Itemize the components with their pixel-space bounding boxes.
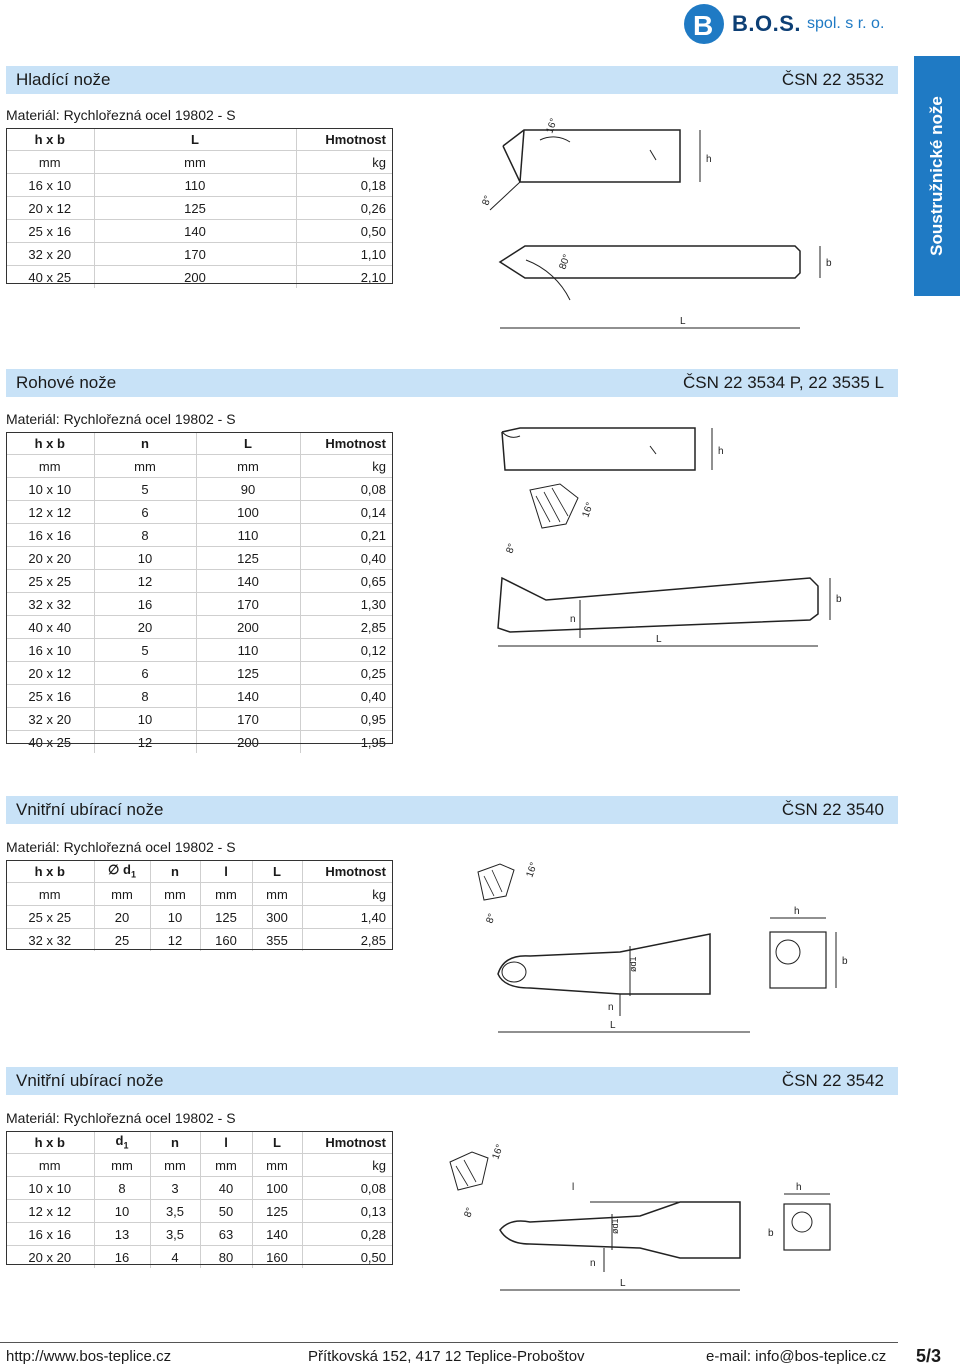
dim-b-label: b bbox=[826, 258, 832, 269]
table-cell: 170 bbox=[196, 593, 300, 616]
table-cell: 125 bbox=[196, 547, 300, 570]
col-header: Hmotnost bbox=[300, 432, 392, 455]
col-header: h x b bbox=[34, 863, 65, 879]
table-cell: 200 bbox=[94, 266, 296, 289]
table-cell: 200 bbox=[196, 616, 300, 639]
table-cell: 16 bbox=[94, 593, 196, 616]
drawing-vnitrni-3542 bbox=[440, 1118, 840, 1298]
table-row bbox=[6, 639, 392, 662]
angle-8-label: 8° bbox=[462, 1206, 477, 1220]
table-cell: 0,95 bbox=[300, 708, 392, 731]
col-header: Hmotnost bbox=[296, 128, 392, 151]
table-cell: 0,25 bbox=[300, 662, 392, 685]
table-cell: 160 bbox=[252, 1246, 302, 1269]
tool-chip-groove bbox=[502, 432, 520, 437]
table-cell: 0,26 bbox=[296, 197, 392, 220]
dim-L-label: L bbox=[680, 316, 686, 327]
dim-L-label: L bbox=[620, 1278, 626, 1289]
table-cell: 12 bbox=[94, 731, 196, 754]
unit-cell: kg bbox=[300, 455, 392, 478]
angle-16-label: 16° bbox=[490, 1143, 506, 1162]
dim-h-label: h bbox=[718, 446, 724, 457]
table-row bbox=[6, 616, 392, 639]
table-cell: 16 x 10 bbox=[6, 174, 94, 197]
table-row bbox=[6, 1223, 392, 1246]
table-cell: 40 x 40 bbox=[6, 616, 94, 639]
table-cell: 0,14 bbox=[300, 501, 392, 524]
page-number: 5/3 bbox=[916, 1346, 942, 1366]
table-cell: 32 x 32 bbox=[6, 593, 94, 616]
table-cell: 32 x 20 bbox=[6, 243, 94, 266]
table-cell: 1,10 bbox=[296, 243, 392, 266]
unit-cell: mm bbox=[6, 151, 94, 174]
table-cell: 125 bbox=[252, 1200, 302, 1223]
section-detail bbox=[450, 1152, 488, 1190]
table-cell: 2,85 bbox=[302, 929, 392, 952]
spec-table-rohove bbox=[6, 432, 392, 753]
table-cell: 0,50 bbox=[302, 1246, 392, 1269]
table-cell: 32 x 20 bbox=[6, 708, 94, 731]
table-row bbox=[6, 174, 392, 197]
table-cell: 0,28 bbox=[302, 1223, 392, 1246]
table-cell: 0,21 bbox=[300, 524, 392, 547]
spec-table-hladici bbox=[6, 128, 392, 288]
table-cell: 10 bbox=[94, 708, 196, 731]
table-cell: 20 x 20 bbox=[6, 547, 94, 570]
unit-cell: mm bbox=[94, 883, 150, 906]
angle-ref-line bbox=[490, 182, 520, 210]
unit-cell: mm bbox=[94, 1154, 150, 1177]
section-standard: ČSN 22 3540 bbox=[781, 800, 884, 819]
angle-16-label: 16° bbox=[524, 861, 540, 880]
table-cell: 140 bbox=[196, 685, 300, 708]
col-header: l bbox=[200, 860, 252, 883]
col-header: Hmotnost bbox=[302, 1131, 392, 1154]
col-header: h x b bbox=[34, 435, 65, 451]
table-cell: 12 x 12 bbox=[6, 1200, 94, 1223]
table-cell: 10 bbox=[94, 547, 196, 570]
table-cell: 16 x 16 bbox=[6, 1223, 94, 1246]
angle-16-label: 16° bbox=[580, 501, 596, 520]
hatch-line bbox=[544, 492, 560, 522]
table-cell: 300 bbox=[252, 906, 302, 929]
dim-d1-label: ød1 bbox=[610, 1218, 620, 1234]
logo-mark-icon bbox=[684, 4, 724, 44]
table-cell: 20 bbox=[94, 906, 150, 929]
table-cell: 3,5 bbox=[150, 1223, 200, 1246]
col-header: n bbox=[150, 1131, 200, 1154]
unit-cell: mm bbox=[150, 883, 200, 906]
unit-cell: mm bbox=[196, 455, 300, 478]
table-row bbox=[6, 197, 392, 220]
angle-8-label: 8° bbox=[480, 194, 495, 208]
table-cell: 0,08 bbox=[302, 1177, 392, 1200]
table-cell: 10 x 10 bbox=[6, 478, 94, 501]
table-cell: 0,40 bbox=[300, 547, 392, 570]
table-row bbox=[6, 685, 392, 708]
table-cell: 20 bbox=[94, 616, 196, 639]
table-cell: 100 bbox=[252, 1177, 302, 1200]
table-cell: 5 bbox=[94, 639, 196, 662]
table-cell: 1,95 bbox=[300, 731, 392, 754]
table-row bbox=[6, 547, 392, 570]
table-cell: 8 bbox=[94, 1177, 150, 1200]
table-cell: 3 bbox=[150, 1177, 200, 1200]
unit-cell: mm bbox=[200, 883, 252, 906]
drawing-vnitrni-3540 bbox=[470, 846, 850, 1036]
table-cell: 1,40 bbox=[302, 906, 392, 929]
angle-16-label: 16° bbox=[544, 117, 560, 136]
table-cell: 5 bbox=[94, 478, 196, 501]
table-cell: 3,5 bbox=[150, 1200, 200, 1223]
break-mark bbox=[650, 150, 656, 160]
dim-h-label: h bbox=[706, 154, 712, 165]
unit-cell: mm bbox=[200, 1154, 252, 1177]
table-cell: 40 x 25 bbox=[6, 266, 94, 289]
table-cell: 20 x 20 bbox=[6, 1246, 94, 1269]
category-label: Soustružnické nože bbox=[927, 96, 946, 256]
table-cell: 80 bbox=[200, 1246, 252, 1269]
col-header: Hmotnost bbox=[302, 860, 392, 883]
table-cell: 6 bbox=[94, 501, 196, 524]
material-note: Materiál: Rychlořezná ocel 19802 - S bbox=[6, 411, 236, 427]
table-row bbox=[6, 524, 392, 547]
section-detail bbox=[530, 484, 578, 528]
table-row bbox=[6, 243, 392, 266]
table-row bbox=[6, 662, 392, 685]
tool-top-outline bbox=[498, 578, 818, 632]
section-detail bbox=[478, 864, 514, 900]
table-cell: 10 bbox=[94, 1200, 150, 1223]
table-cell: 25 x 16 bbox=[6, 220, 94, 243]
angle-arc bbox=[540, 137, 570, 142]
table-cell: 8 bbox=[94, 685, 196, 708]
col-header: l bbox=[200, 1131, 252, 1154]
drawing-hladici bbox=[470, 110, 850, 340]
dim-d1-label: ød1 bbox=[628, 956, 638, 972]
table-row bbox=[6, 731, 392, 754]
table-cell: 12 x 12 bbox=[6, 501, 94, 524]
hatch-line bbox=[492, 870, 502, 892]
table-cell: 160 bbox=[200, 929, 252, 952]
dim-h-label: h bbox=[796, 1182, 802, 1193]
table-cell: 8 bbox=[94, 524, 196, 547]
section-title: Vnitřní ubírací nože bbox=[16, 1071, 164, 1090]
table-row bbox=[6, 570, 392, 593]
col-header-sub: 1 bbox=[130, 869, 136, 880]
material-note: Materiál: Rychlořezná ocel 19802 - S bbox=[6, 107, 236, 123]
unit-cell: mm bbox=[252, 883, 302, 906]
hatch-line bbox=[464, 1160, 476, 1182]
spec-table-vnitrni-3540 bbox=[6, 860, 392, 951]
col-header: L bbox=[196, 432, 300, 455]
section-standard: ČSN 22 3532 bbox=[781, 70, 884, 89]
table-cell: 12 bbox=[150, 929, 200, 952]
table-cell: 50 bbox=[200, 1200, 252, 1223]
table-cell: 170 bbox=[196, 708, 300, 731]
tool-side-outline bbox=[498, 934, 710, 994]
dim-n-label: n bbox=[608, 1002, 614, 1013]
table-cell: 90 bbox=[196, 478, 300, 501]
section-title: Vnitřní ubírací nože bbox=[16, 800, 164, 819]
col-header-d1 bbox=[94, 860, 150, 883]
dim-n-label: n bbox=[570, 614, 576, 625]
hatch-line bbox=[456, 1166, 468, 1186]
table-row bbox=[6, 1246, 392, 1269]
col-header-text: d bbox=[115, 1133, 124, 1149]
logo-letter: B bbox=[693, 10, 714, 41]
table-cell: 40 x 25 bbox=[6, 731, 94, 754]
tool-side-outline bbox=[500, 1202, 740, 1258]
table-cell: 110 bbox=[94, 174, 296, 197]
table-row bbox=[6, 220, 392, 243]
table-cell: 63 bbox=[200, 1223, 252, 1246]
table-cell: 2,10 bbox=[296, 266, 392, 289]
angle-80-label: 80° bbox=[557, 253, 573, 272]
footer-address: Přítkovská 152, 417 12 Teplice-Proboštov bbox=[308, 1348, 585, 1365]
section-standard: ČSN 22 3534 P, 22 3535 L bbox=[682, 373, 884, 392]
dim-n-label: n bbox=[590, 1258, 596, 1269]
table-cell: 13 bbox=[94, 1223, 150, 1246]
section-header-vnitrni-3542 bbox=[6, 1067, 898, 1095]
table-row bbox=[6, 593, 392, 616]
tool-side-outline bbox=[502, 428, 695, 470]
table-cell: 20 x 12 bbox=[6, 662, 94, 685]
col-header: n bbox=[94, 432, 196, 455]
table-cell: 110 bbox=[196, 639, 300, 662]
table-cell: 25 x 25 bbox=[6, 906, 94, 929]
footer-divider bbox=[0, 1342, 898, 1343]
table-row bbox=[6, 1177, 392, 1200]
col-header: L bbox=[252, 1131, 302, 1154]
company-name: B.O.S. bbox=[732, 11, 802, 36]
col-header: n bbox=[150, 860, 200, 883]
unit-cell: mm bbox=[94, 151, 296, 174]
section-header-rohove bbox=[6, 369, 898, 397]
table-row bbox=[6, 478, 392, 501]
unit-cell: kg bbox=[296, 151, 392, 174]
dim-b-label: b bbox=[836, 594, 842, 605]
unit-cell: mm bbox=[252, 1154, 302, 1177]
table-cell: 0,40 bbox=[300, 685, 392, 708]
section-header-hladici bbox=[6, 66, 898, 94]
category-side-tab bbox=[914, 56, 960, 296]
table-cell: 16 bbox=[94, 1246, 150, 1269]
material-note: Materiál: Rychlořezná ocel 19802 - S bbox=[6, 839, 236, 855]
end-view-square bbox=[784, 1204, 830, 1250]
col-header-sub: 1 bbox=[123, 1140, 129, 1151]
table-cell: 100 bbox=[196, 501, 300, 524]
unit-cell: kg bbox=[302, 1154, 392, 1177]
table-cell: 1,30 bbox=[300, 593, 392, 616]
table-row bbox=[6, 906, 392, 929]
table-cell: 10 bbox=[150, 906, 200, 929]
company-suffix: spol. s r. o. bbox=[807, 15, 885, 32]
unit-cell: mm bbox=[6, 1154, 94, 1177]
dim-b-label: b bbox=[842, 956, 848, 967]
table-cell: 16 x 16 bbox=[6, 524, 94, 547]
dim-l-label: l bbox=[572, 1182, 575, 1193]
table-cell: 25 bbox=[94, 929, 150, 952]
dim-L-label: L bbox=[656, 634, 662, 645]
table-cell: 0,50 bbox=[296, 220, 392, 243]
table-cell: 140 bbox=[196, 570, 300, 593]
break-mark bbox=[650, 446, 656, 454]
table-cell: 32 x 32 bbox=[6, 929, 94, 952]
section-title: Rohové nože bbox=[16, 373, 117, 392]
col-header: h x b bbox=[34, 131, 65, 147]
col-header: L bbox=[94, 128, 296, 151]
table-cell: 40 bbox=[200, 1177, 252, 1200]
table-cell: 25 x 25 bbox=[6, 570, 94, 593]
table-cell: 4 bbox=[150, 1246, 200, 1269]
col-header: L bbox=[252, 860, 302, 883]
table-cell: 110 bbox=[196, 524, 300, 547]
angle-8-label: 8° bbox=[504, 542, 519, 556]
table-row bbox=[6, 266, 392, 289]
drawing-rohove bbox=[480, 418, 860, 658]
table-cell: 140 bbox=[252, 1223, 302, 1246]
material-note: Materiál: Rychlořezná ocel 19802 - S bbox=[6, 1110, 236, 1126]
section-standard: ČSN 22 3542 bbox=[781, 1071, 884, 1090]
hatch-line bbox=[484, 876, 494, 896]
table-cell: 125 bbox=[196, 662, 300, 685]
table-cell: 0,08 bbox=[300, 478, 392, 501]
unit-cell: mm bbox=[150, 1154, 200, 1177]
end-view-circle bbox=[792, 1212, 812, 1232]
table-cell: 355 bbox=[252, 929, 302, 952]
table-cell: 140 bbox=[94, 220, 296, 243]
angle-8-label: 8° bbox=[484, 912, 499, 926]
table-cell: 200 bbox=[196, 731, 300, 754]
cutting-edge-line bbox=[520, 130, 524, 182]
table-cell: 0,18 bbox=[296, 174, 392, 197]
col-header-text: ∅ d bbox=[108, 862, 131, 878]
table-cell: 0,13 bbox=[302, 1200, 392, 1223]
table-row bbox=[6, 929, 392, 952]
table-cell: 25 x 16 bbox=[6, 685, 94, 708]
table-cell: 125 bbox=[94, 197, 296, 220]
footer-email[interactable]: e-mail: info@bos-teplice.cz bbox=[706, 1348, 887, 1365]
table-cell: 10 x 10 bbox=[6, 1177, 94, 1200]
table-cell: 0,12 bbox=[300, 639, 392, 662]
table-row bbox=[6, 501, 392, 524]
dim-h-label: h bbox=[794, 906, 800, 917]
tool-top-outline bbox=[500, 246, 800, 278]
unit-cell: mm bbox=[94, 455, 196, 478]
table-cell: 2,85 bbox=[300, 616, 392, 639]
table-cell: 125 bbox=[200, 906, 252, 929]
table-cell: 170 bbox=[94, 243, 296, 266]
unit-cell: mm bbox=[6, 883, 94, 906]
end-view-circle bbox=[776, 940, 800, 964]
col-header: h x b bbox=[34, 1134, 65, 1150]
section-header-vnitrni-3540 bbox=[6, 796, 898, 824]
table-cell: 20 x 12 bbox=[6, 197, 94, 220]
table-cell: 0,65 bbox=[300, 570, 392, 593]
table-row bbox=[6, 1200, 392, 1223]
table-cell: 6 bbox=[94, 662, 196, 685]
tool-tip bbox=[502, 962, 526, 982]
col-header-d1 bbox=[94, 1131, 150, 1154]
spec-table-vnitrni-3542 bbox=[6, 1131, 392, 1268]
footer-url[interactable]: http://www.bos-teplice.cz bbox=[6, 1348, 172, 1365]
unit-cell: kg bbox=[302, 883, 392, 906]
table-cell: 16 x 10 bbox=[6, 639, 94, 662]
unit-cell: mm bbox=[6, 455, 94, 478]
table-cell: 12 bbox=[94, 570, 196, 593]
section-title: Hladící nože bbox=[16, 70, 111, 89]
company-logo bbox=[684, 4, 884, 44]
dim-L-label: L bbox=[610, 1020, 616, 1031]
dim-b-label: b bbox=[768, 1228, 774, 1239]
table-row bbox=[6, 708, 392, 731]
